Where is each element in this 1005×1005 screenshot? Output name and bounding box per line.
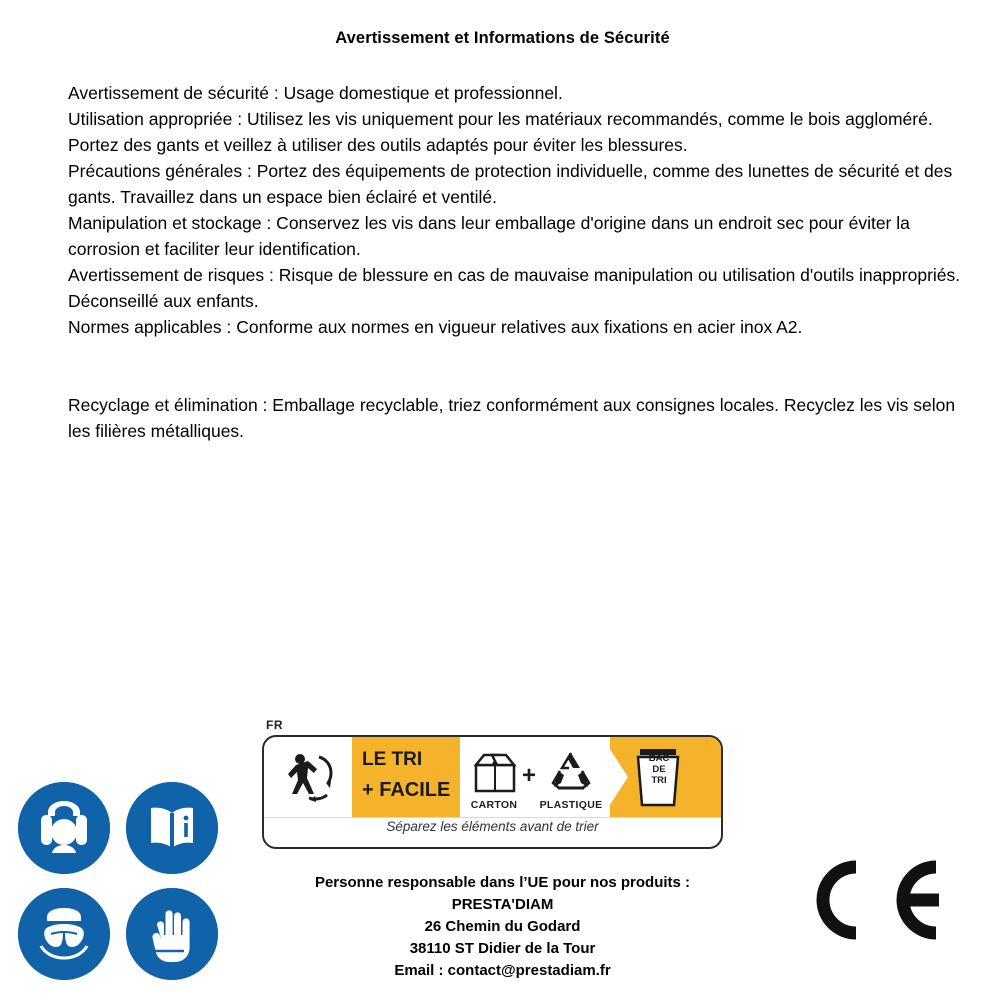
plus-sign: + (522, 762, 537, 789)
company-email: Email : contact@prestadiam.fr (394, 962, 611, 979)
triman-figure-icon (272, 745, 348, 809)
intro-suffix: pour nos produits : (548, 874, 691, 891)
paragraph-general-precautions: Précautions générales : Portez des équipements de protection individuelle, comme des lunettes de sécurité et des gants. Travaillez dans un espace bien éclairé et ventilé. (68, 161, 953, 207)
paragraph-applicable-standards: Normes applicables : Conforme aux normes en vigueur relatives aux fixations en acier inox A2. (68, 317, 803, 337)
triman-caption: Séparez les éléments avant de trier (386, 819, 599, 834)
carton-box-icon (468, 747, 522, 797)
bin-text-line3: TRI (651, 775, 667, 786)
company-name: PRESTA'DIAM (451, 896, 554, 913)
paragraph-risk-warning: Avertissement de risques : Risque de blessure en cas de mauvaise manipulation ou utilisation d'outils inappropriés. Déconseillé aux enfants. (68, 265, 961, 311)
ear-protection-icon (18, 782, 110, 874)
paragraph-appropriate-use: Utilisation appropriée : Utilisez les vis uniquement pour les matériaux recommandés, comme le bois aggloméré. Portez des gants et veillez à utiliser des outils adaptés pour éviter les blessures. (68, 109, 933, 155)
company-city: 38110 ST Didier de la Tour (409, 940, 596, 957)
bin-text-line1: BAC (648, 753, 670, 764)
carton-label: CARTON (470, 799, 518, 811)
paragraph-recycling: Recyclage et élimination : Emballage recyclable, triez conformément aux consignes locales. Recyclez les vis selon les filières métalliques. (68, 395, 956, 441)
intro-ue: UE (527, 874, 549, 891)
triman-recycling-label (262, 718, 722, 848)
plastic-recycle-icon (544, 747, 598, 797)
bin-text (636, 753, 682, 799)
safety-body-text (68, 80, 968, 444)
intro-prefix: Personne responsable dans l’ (314, 874, 528, 891)
triman-language-code: FR (266, 718, 283, 732)
triman-headline-line2: + FACILE (362, 779, 451, 801)
bin-text-line2: DE (652, 764, 666, 775)
triman-box (262, 735, 723, 849)
triman-headline-line1: LE TRI (362, 749, 423, 770)
triman-headline (362, 745, 458, 805)
company-street: 26 Chemin du Godard (424, 918, 581, 935)
paragraph-safety-warning: Avertissement de sécurité : Usage domestique et professionnel. (68, 83, 563, 103)
triman-divider (264, 817, 721, 818)
page-title: Avertissement et Informations de Sécurité (335, 29, 670, 47)
ce-mark-icon (800, 855, 960, 945)
plastic-label: PLASTIQUE (539, 799, 603, 811)
read-instructions-icon (126, 782, 218, 874)
paragraph-handling-storage: Manipulation et stockage : Conservez les vis dans leur emballage d'origine dans un endroit sec pour éviter la corrosion et faciliter leur identification. (68, 213, 910, 259)
